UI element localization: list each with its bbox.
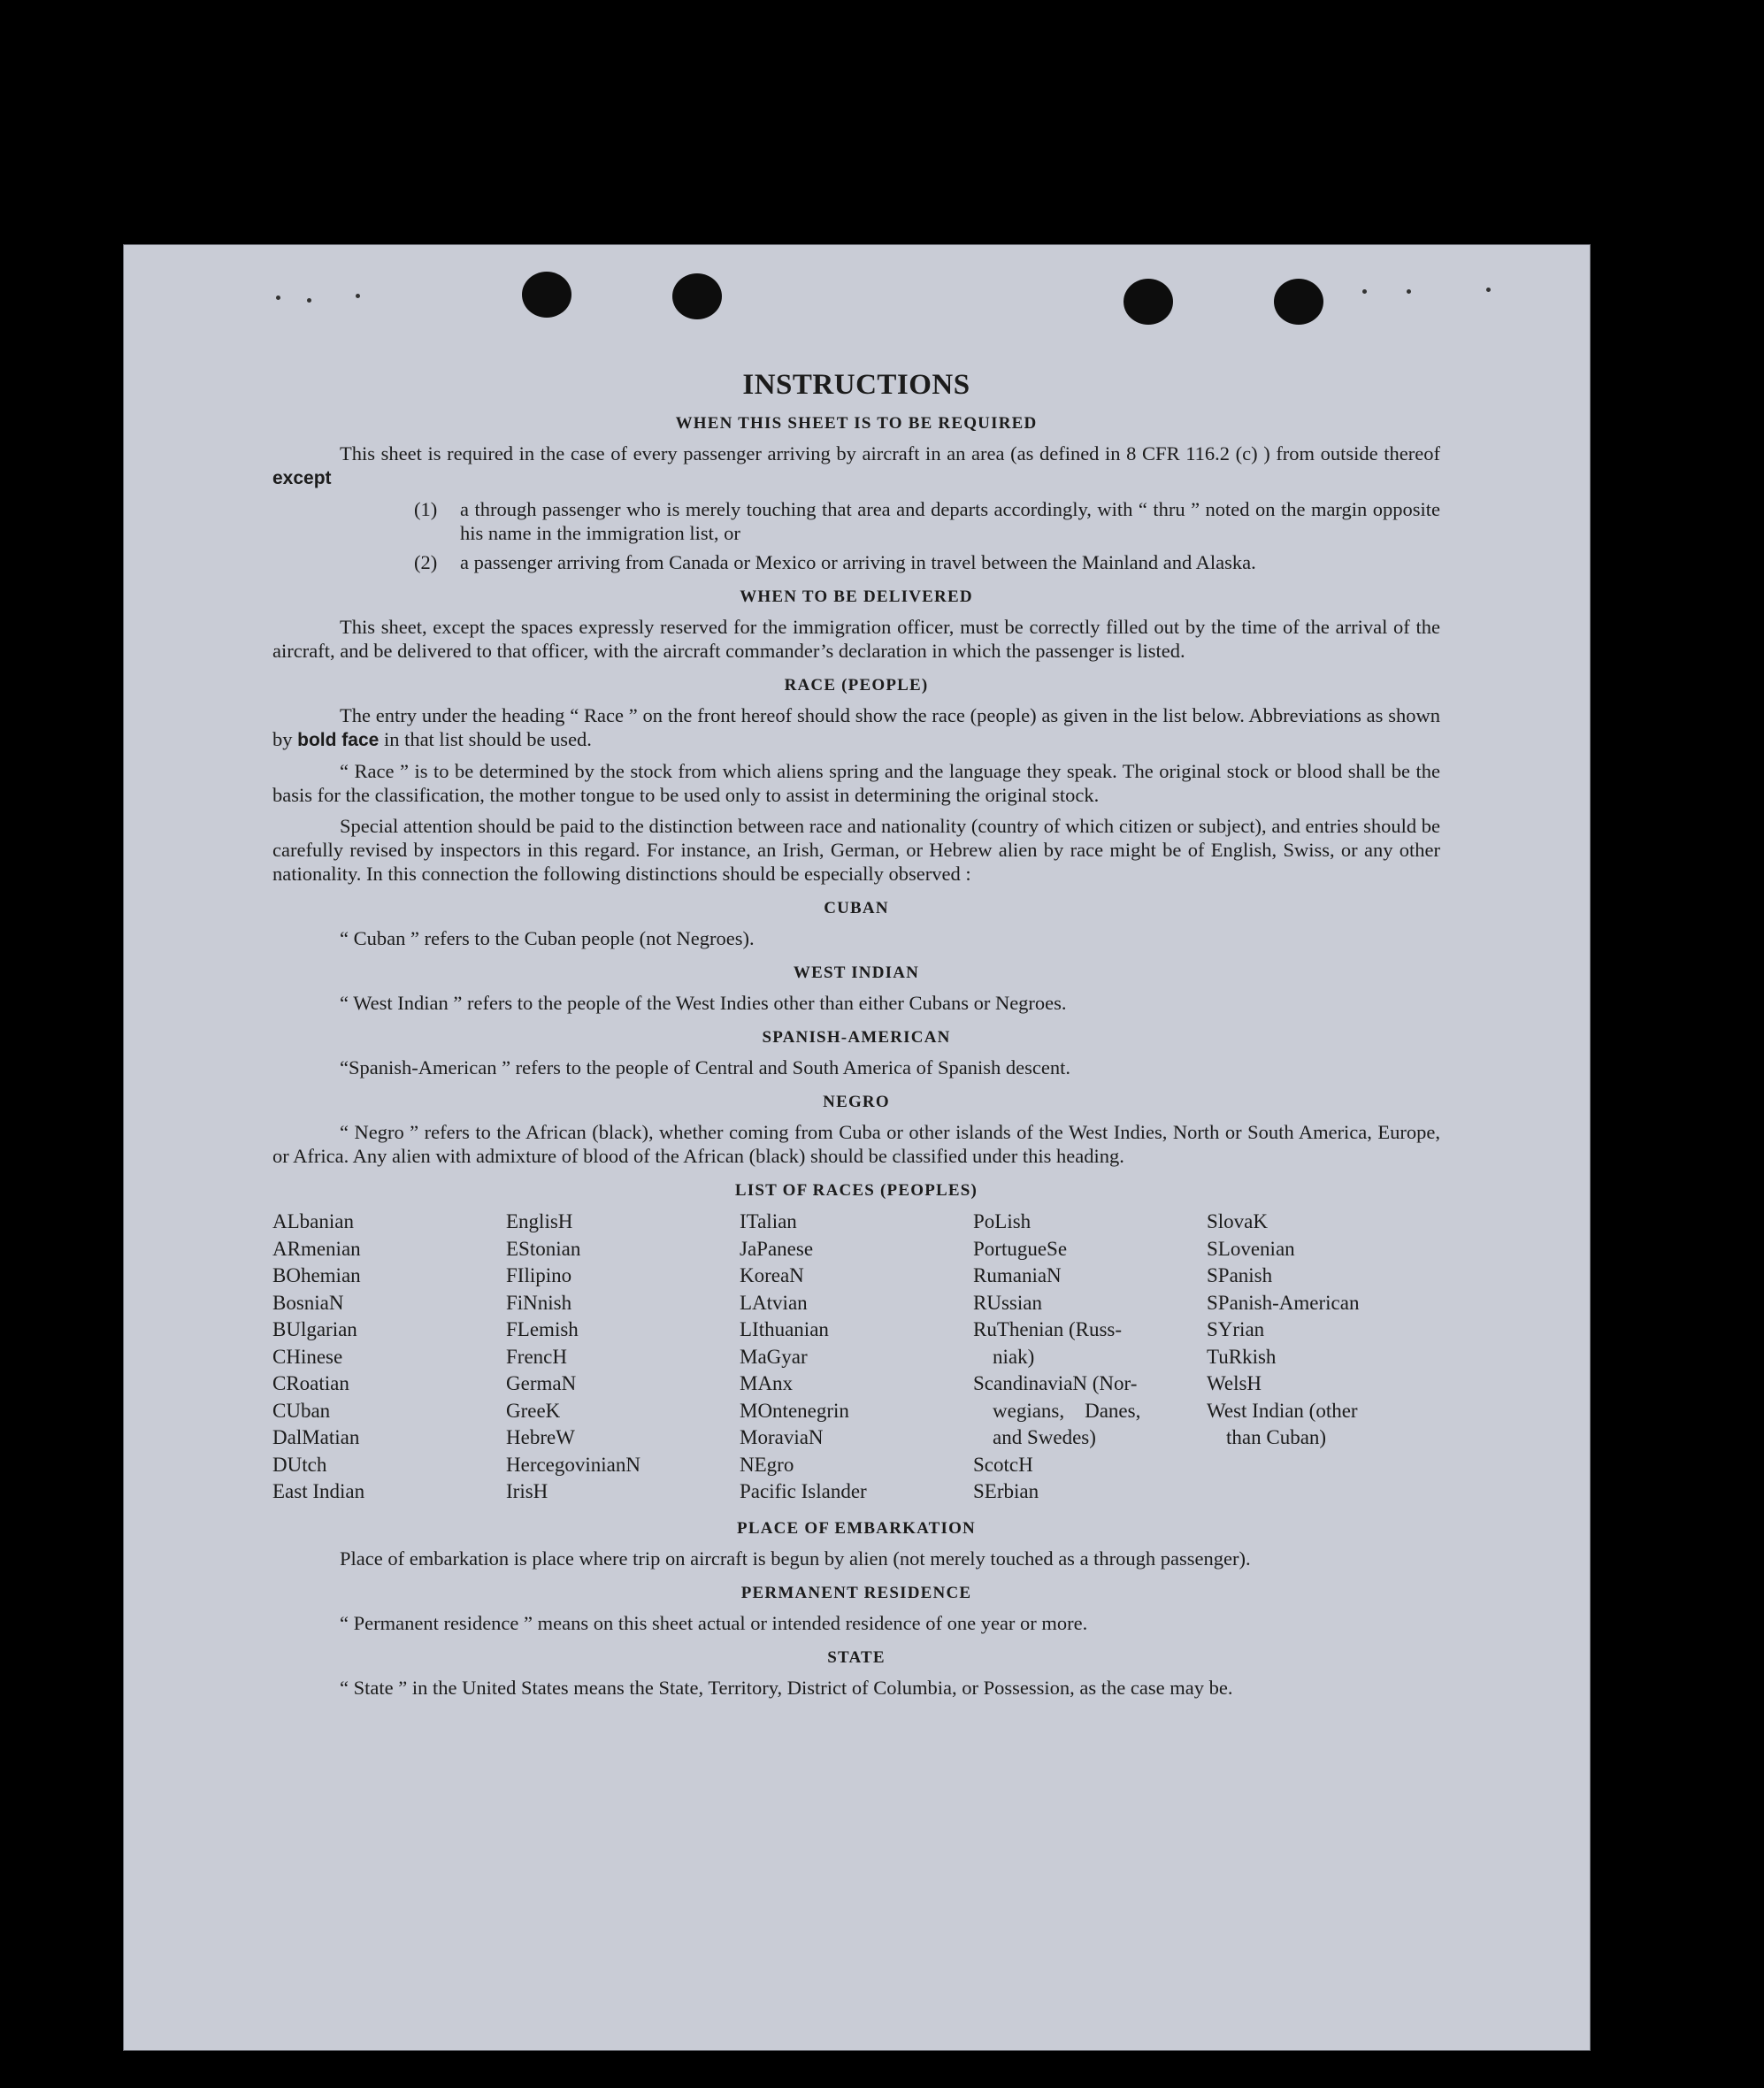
item-text: a passenger arriving from Canada or Mexico or arriving in travel between the Mainland and Alaska. — [460, 551, 1256, 573]
section-heading-cuban: CUBAN — [824, 899, 889, 917]
race-item: RumaniaN — [973, 1264, 1062, 1286]
race-item: FIlipino — [506, 1264, 572, 1286]
item-number: (1) — [414, 498, 438, 520]
required-intro: This sheet is required in the case of every passenger arriving by aircraft in an area (as defined in 8 CFR 116.2 (c) ) from outside thereof except — [272, 442, 1440, 488]
race-item: Pacific Islander — [740, 1480, 867, 1502]
race-item: ARmenian — [272, 1237, 361, 1260]
cuban-text: “ Cuban ” refers to the Cuban people (not Negroes). — [340, 927, 755, 949]
race-item: EnglisH — [506, 1210, 573, 1232]
race-item: WelsH — [1207, 1372, 1262, 1394]
delivered-text: This sheet, except the spaces expressly reserved for the immigration officer, must be correctly filled out by the time of the arrival of the aircraft, and be delivered to that officer, with the aircraft commander’s declaration in which the passenger is listed. — [272, 616, 1440, 662]
race-item-continuation: than Cuban) — [1226, 1426, 1327, 1448]
item-number: (2) — [414, 551, 438, 573]
race-item: CRoatian — [272, 1372, 349, 1394]
race-item: BOhemian — [272, 1264, 361, 1286]
race-item: SYrian — [1207, 1318, 1265, 1340]
race-item: East Indian — [272, 1480, 365, 1502]
punch-hole — [522, 272, 571, 318]
speck — [356, 294, 360, 298]
section-heading-race: RACE (PEOPLE) — [784, 676, 929, 695]
race-item: TuRkish — [1207, 1345, 1277, 1368]
races-column-4 — [973, 1209, 1207, 1506]
race-item: LIthuanian — [740, 1318, 829, 1340]
section-heading-state: STATE — [827, 1647, 886, 1667]
race-item: GermaN — [506, 1372, 577, 1394]
punch-hole — [1124, 279, 1173, 325]
race-item: DalMatian — [272, 1426, 360, 1448]
race-item: SLovenian — [1207, 1237, 1295, 1260]
race-item: HebreW — [506, 1426, 575, 1448]
race-item: GreeK — [506, 1399, 561, 1422]
race-item: LAtvian — [740, 1291, 808, 1314]
race-item: CHinese — [272, 1345, 343, 1368]
races-column-2 — [506, 1209, 740, 1506]
page-title: INSTRUCTIONS — [742, 369, 970, 401]
race-item: PortugueSe — [973, 1237, 1068, 1260]
race-item: BUlgarian — [272, 1318, 357, 1340]
race-item: FiNnish — [506, 1291, 572, 1314]
race-item: NEgro — [740, 1453, 794, 1476]
race-paragraph-3: Special attention should be paid to the distinction between race and nationality (country of which citizen or subject), and entries should be carefully revised by inspectors in this regard. For instance, an Irish, German, or Hebrew alien by race might be of English, Swiss, or any other nationality. In this connection the following distinctions should be especially observed : — [272, 815, 1440, 885]
race-item: RUssian — [973, 1291, 1042, 1314]
race-item: RuThenian (Russ- — [973, 1318, 1123, 1340]
race-item: SPanish — [1207, 1264, 1273, 1286]
races-column-1 — [272, 1209, 506, 1506]
embarkation-text: Place of embarkation is place where trip on aircraft is begun by alien (not merely touched as a through passenger). — [340, 1547, 1251, 1570]
race-item: West Indian (other — [1207, 1399, 1358, 1422]
race-item: SPanish-American — [1207, 1291, 1360, 1314]
speck — [1407, 289, 1411, 294]
race-item-continuation: wegians, Danes, — [993, 1399, 1141, 1422]
race-item: HercegovinianN — [506, 1453, 640, 1476]
section-heading-west-indian: WEST INDIAN — [793, 963, 920, 982]
race-item: KoreaN — [740, 1264, 804, 1286]
section-heading-residence: PERMANENT RESIDENCE — [740, 1583, 972, 1602]
speck — [1362, 289, 1367, 294]
race-item: CUban — [272, 1399, 331, 1422]
race-paragraph-1: The entry under the heading “ Race ” on the front hereof should show the race (people) as given in the list below. Abbreviations as shown by bold face in that list should be used. — [272, 704, 1440, 750]
race-item-continuation: niak) — [993, 1345, 1035, 1368]
race-item: MOntenegrin — [740, 1399, 849, 1422]
west-indian-text: “ West Indian ” refers to the people of the West Indies other than either Cubans or Negroes. — [340, 992, 1067, 1014]
race-item: MoraviaN — [740, 1426, 824, 1448]
race-item: SErbian — [973, 1480, 1039, 1502]
document-page — [124, 245, 1590, 2050]
section-heading-embarkation: PLACE OF EMBARKATION — [737, 1518, 976, 1538]
race-item: MAnx — [740, 1372, 794, 1394]
speck — [307, 298, 311, 303]
races-column-3 — [740, 1209, 973, 1506]
punch-hole — [672, 273, 722, 319]
race-item: MaGyar — [740, 1345, 808, 1368]
speck — [276, 296, 280, 300]
residence-text: “ Permanent residence ” means on this sheet actual or intended residence of one year or more. — [340, 1611, 1088, 1634]
bold-face-label: bold face — [297, 730, 380, 750]
race-item: EStonian — [506, 1237, 581, 1260]
exception-item-2 — [414, 550, 1440, 574]
item-text: a through passenger who is merely touching that area and departs accordingly, with “ thru ” noted on the margin opposite his name in the immigration list, or — [460, 498, 1440, 544]
race-item: PoLish — [973, 1210, 1032, 1232]
race-item: FrencH — [506, 1345, 567, 1368]
race-item: FLemish — [506, 1318, 579, 1340]
exception-item-1 — [414, 497, 1440, 545]
instructions-content — [272, 369, 1440, 1707]
races-list — [272, 1209, 1440, 1506]
race-item: DUtch — [272, 1453, 327, 1476]
section-heading-required: WHEN THIS SHEET IS TO BE REQUIRED — [675, 414, 1038, 433]
spanish-american-text: “Spanish-American ” refers to the people of Central and South America of Spanish descent. — [340, 1056, 1070, 1079]
speck — [1486, 288, 1491, 292]
races-column-5 — [1207, 1209, 1440, 1506]
negro-text: “ Negro ” refers to the African (black), whether coming from Cuba or other islands of the West Indies, North or South America, Europe, or Africa. Any alien with admixture of blood of the African (black) should be classified under this heading. — [272, 1121, 1440, 1167]
race-item: JaPanese — [740, 1237, 814, 1260]
section-heading-negro: NEGRO — [823, 1093, 890, 1111]
punch-hole — [1274, 279, 1323, 325]
race-item: ALbanian — [272, 1210, 354, 1232]
state-text: “ State ” in the United States means the State, Territory, District of Columbia, or Possession, as the case may be. — [340, 1676, 1233, 1699]
section-heading-list-of-races: LIST OF RACES (PEOPLES) — [734, 1181, 978, 1200]
race-paragraph-2: “ Race ” is to be determined by the stock from which aliens spring and the language they speak. The original stock or blood shall be the basis for the classification, the mother tongue to be used only to assist in determining the original stock. — [272, 760, 1440, 806]
section-heading-delivered: WHEN TO BE DELIVERED — [740, 587, 973, 606]
except-bold: except — [272, 468, 332, 488]
race-item: BosniaN — [272, 1291, 344, 1314]
race-item: ScotcH — [973, 1453, 1033, 1476]
section-heading-spanish-american: SPANISH-AMERICAN — [762, 1028, 951, 1047]
race-item-continuation: and Swedes) — [993, 1426, 1096, 1448]
race-item: SlovaK — [1207, 1210, 1268, 1232]
race-item: ITalian — [740, 1210, 797, 1232]
race-item: IrisH — [506, 1480, 548, 1502]
race-item: ScandinaviaN (Nor- — [973, 1372, 1138, 1394]
